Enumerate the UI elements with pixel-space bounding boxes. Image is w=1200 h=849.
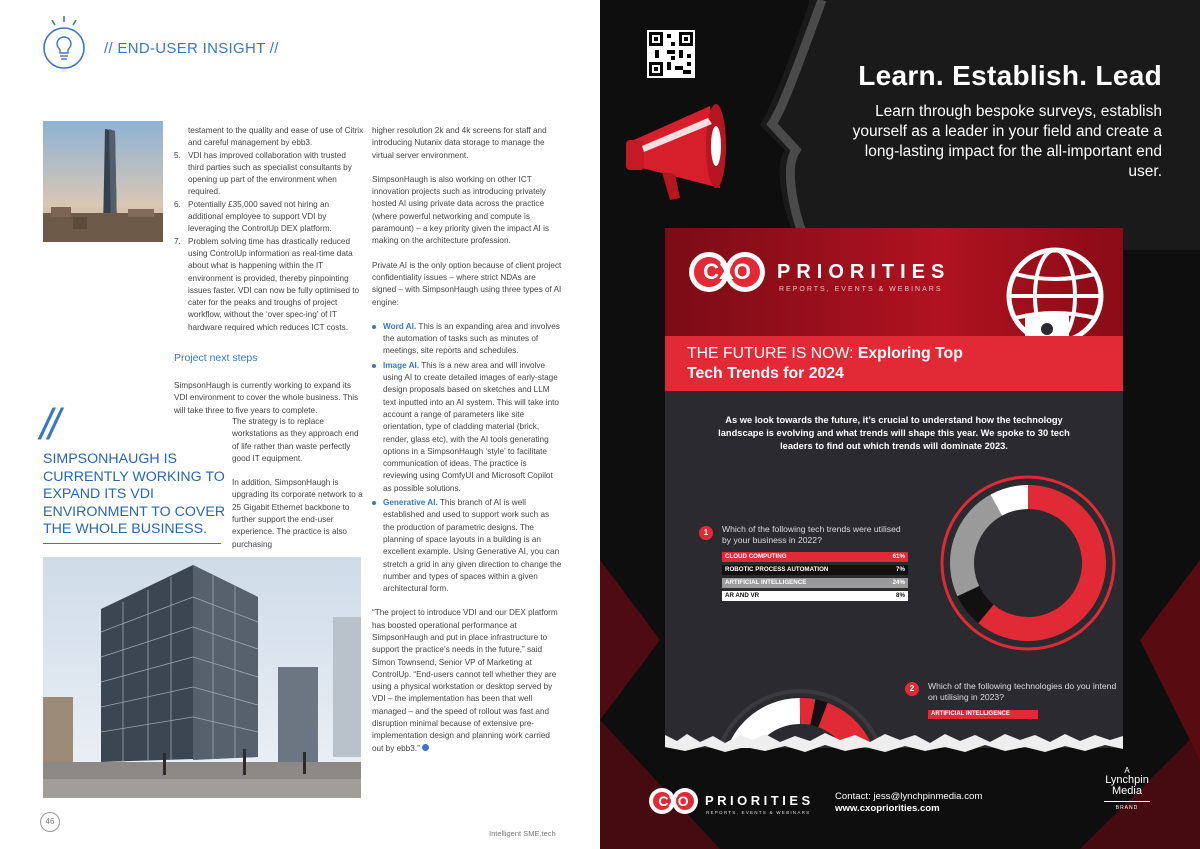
end-mark-icon — [422, 744, 429, 751]
column-1-continued — [232, 416, 364, 551]
contact-block — [835, 791, 982, 815]
result-percent: 7% — [896, 566, 905, 573]
column-1 — [174, 125, 364, 334]
bullet-icon — [372, 501, 376, 505]
result-label: AR AND VR — [725, 592, 760, 599]
result-label: ARTIFICIAL INTELLIGENCE — [725, 579, 807, 586]
result-bar — [722, 591, 908, 601]
quote-paragraph: “The project to introduce VDI and our DEX platform has boosted operational performance at SimpsonHaugh and put in place infrastructure to support the practice’s needs in the future,” said Simon Townsend, Senior VP of Marketing at ControlUp. “End-users cannot tell whether they are using a physical workstation or desktop served by VDI – the implementation has been that well managed – and the speed of rollout was fast and disruption minimal because of extensive pre-implementation design and planning work carried out by ebb3.” — [372, 608, 558, 753]
list-item: 6. Potentially £35,000 saved not hiring an additional employee to support VDI by leveraging the ControlUp DEX platform. — [174, 199, 332, 234]
qr-code-icon — [647, 30, 695, 78]
donut-slice — [968, 591, 986, 614]
cxo-priorities-logo — [685, 248, 975, 301]
question-text: Which of the following tech trends were utilised by your business in 2022? — [722, 524, 901, 545]
website-link[interactable]: www.cxopriorities.com — [835, 803, 940, 814]
footer-brand: Intelligent SME.tech — [489, 829, 556, 838]
result-bar — [722, 578, 908, 588]
ai-engine-list — [372, 321, 562, 596]
body-paragraph: SimpsonHaugh is currently working to expand its VDI environment to cover the whole business. This will take three to five years to complete. — [174, 381, 359, 415]
result-percent: 8% — [896, 592, 905, 599]
result-label: CLOUD COMPUTING — [725, 553, 787, 560]
headline: Learn. Establish. Lead — [858, 60, 1162, 91]
divider — [43, 543, 221, 544]
question-number: 1 — [699, 526, 713, 540]
question-number: 2 — [905, 682, 919, 696]
donut-slice — [962, 505, 996, 591]
body-paragraph: The strategy is to replace workstations as they approach end of life rather than waste perfectly good IT equipment. — [232, 417, 359, 463]
subheading: Project next steps — [174, 352, 258, 364]
result-bar — [722, 552, 908, 562]
section-label: // END-USER INSIGHT // — [104, 40, 279, 57]
column-2 — [372, 125, 562, 755]
q1-results — [722, 552, 908, 604]
page-number: 46 — [40, 812, 60, 832]
body-paragraph: In addition, SimpsonHaugh is upgrading its corporate network to a 25 Gigabit Ethernet backbone to further support the end-user experience. The practice is also purchasing — [232, 478, 363, 549]
list-item: Word AI. This is an expanding area and involves the automation of tasks such as minutes of meetings, site reports and schedules. — [372, 321, 562, 358]
report-intro: As we look towards the future, it’s crucial to understand how the technology landscape is evolving and what trends will shape this year. We spoke to 30 tech leaders to find out which trends will dominate 2023. — [718, 415, 1070, 451]
report-title: THE FUTURE IS NOW: Exploring Top Tech Trends for 2024 — [687, 345, 963, 382]
outcomes-list — [174, 125, 364, 334]
lightbulb-icon — [40, 14, 90, 72]
pull-quote: SIMPSONHAUGH IS CURRENTLY WORKING TO EXPAND ITS VDI ENVIRONMENT TO COVER THE WHOLE BUSINESS. — [43, 451, 226, 538]
quote-mark: // — [40, 400, 57, 449]
footer-brand-tag: REPORTS, EVENTS & WEBINARS — [706, 810, 811, 815]
list-item: Image AI. This is a new area and will involve using AI to create detailed images of early-stage design proposals based on sketches and LLM text inputted into an AI system. This will take into account a range of parameters like site orientation, type of cladding material (brick, render, glass etc), with the AI tools generating options in a SimpsonHaugh ‘style’ to facilitate communication of ideas. The practice is reviewing using ComfyUI and Microsoft Copilot as possible solutions. — [372, 360, 562, 495]
footer-cxo-logo — [647, 785, 832, 824]
list-item: 7. Problem solving time has drastically reduced using ControlUp information as real-time data about what is happening within the IT environment is provided, thereby pinpointing issues faster. VDI can now be fully optimised to cater for the peaks and troughs of project workflow, without the ‘over spec-ing’ of IT hardware required which reduces ICT costs. — [174, 236, 360, 332]
question-text: Which of the following technologies do you intend on utilising in 2023? — [928, 681, 1117, 702]
result-bar — [722, 565, 908, 575]
tower-photo — [43, 121, 163, 242]
card-brand-tag: REPORTS, EVENTS & WEBINARS — [779, 286, 943, 293]
report-cover-card — [665, 228, 1123, 748]
result-percent: 24% — [892, 579, 905, 586]
logo-letters: CXO — [658, 793, 689, 809]
lynchpin-media-logo: A Lynchpin Media BRAND — [1105, 766, 1149, 811]
donut-slice — [996, 497, 1028, 505]
building-photo — [43, 557, 361, 798]
contact-email[interactable]: Contact: jess@lynchpinmedia.com — [835, 791, 983, 802]
megaphone-icon — [620, 88, 730, 206]
body-paragraph: SimpsonHaugh is also working on other ICT innovation projects such as introducing privately hosted AI using private data across the practice (where powerful networking and compute is paramount) – a key priority given the impact AI is making on the architecture profession. — [372, 174, 550, 246]
result-percent: 61% — [892, 553, 905, 560]
right-page — [600, 0, 1200, 849]
body-paragraph: Private AI is the only option because of client project confidentiality issues – where strict NDAs are signed – with SimpsonHaugh using three types of AI engine: — [372, 260, 562, 307]
sub-headline: Learn through bespoke surveys, establish yourself as a leader in your field and create a long-lasting impact for the all-important end user. — [852, 103, 1162, 180]
list-item: Generative AI. This branch of AI is well established and used to support work such as the production of parametric designs. The planning of space layouts in a building is an excellent example. Using Generative AI, you can stretch a grid in any given direction to change the number and types of spaces within a given architectural form. — [372, 497, 562, 595]
result-label: ROBOTIC PROCESS AUTOMATION — [725, 566, 829, 573]
list-item: 5. VDI has improved collaboration with trusted third parties such as specialist consultants by opening up part of the environment when required. — [174, 150, 352, 197]
donut-chart — [939, 474, 1117, 652]
torn-edge — [665, 725, 1123, 765]
card-brand-name: PRIORITIES — [777, 261, 951, 283]
q2-result-bar: ARTIFICIAL INTELLIGENCE — [928, 710, 1038, 719]
bullet-icon — [372, 364, 376, 368]
bullet-icon — [372, 325, 376, 329]
list-item: testament to the quality and ease of use of Citrix and careful management by ebb3. — [188, 126, 364, 148]
body-paragraph: higher resolution 2k and 4k screens for staff and introducing Nutanix data storage to manage the virtual server environment. — [372, 126, 547, 160]
footer-brand-name: PRIORITIES — [705, 793, 814, 808]
donut-slice — [986, 497, 1094, 629]
logo-letters: CXO — [703, 259, 751, 284]
